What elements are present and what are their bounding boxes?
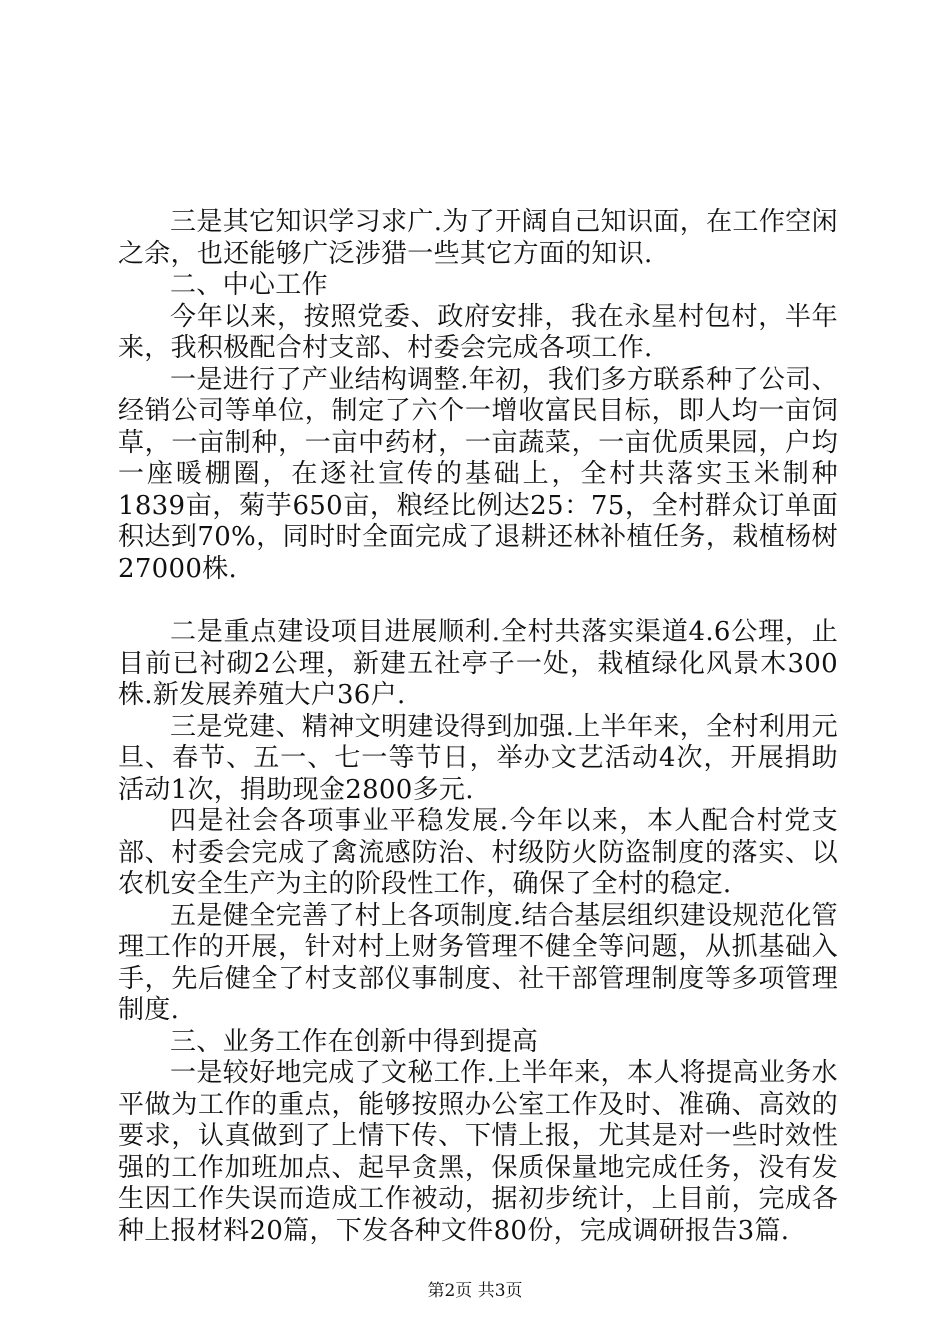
paragraph-village-work: 今年以来，按照党委、政府安排，我在永星村包村，半年来，我积极配合村支部、村委会完成各项工作. xyxy=(118,301,838,363)
paragraph-key-projects: 二是重点建设项目进展顺利.全村共落实渠道4.6公理，止目前已衬砌2公理，新建五社亭子一处，栽植绿化风景木300株.新发展养殖大户36户. xyxy=(118,617,838,710)
document-body xyxy=(118,207,838,1247)
paragraph-secretarial-work: 一是较好地完成了文秘工作.上半年来，本人将提高业务水平做为工作的重点，能够按照办公室工作及时、准确、高效的要求，认真做到了上情下传、下情上报，尤其是对一些时效性强的工作加班加点、起早贪黑，保质保量地完成任务，没有发生因工作失误而造成工作被动，据初步统计，上目前，完成各种上报材料20篇，下发各种文件80份，完成调研报告3篇. xyxy=(118,1058,838,1246)
section-heading-central-work: 二、中心工作 xyxy=(170,270,328,300)
section-heading-business-work: 三、业务工作在创新中得到提高 xyxy=(170,1026,539,1057)
paragraph-village-systems: 五是健全完善了村上各项制度.结合基层组织建设规范化管理工作的开展，针对村上财务管理不健全等问题，从抓基础入手，先后健全了村支部仪事制度、社干部管理制度等多项管理制度. xyxy=(118,900,838,1025)
paragraph-gap xyxy=(118,585,838,617)
paragraph-industry-structure: 一是进行了产业结构调整.年初，我们多方联系种了公司、经销公司等单位，制定了六个一增收富民目标，即人均一亩饲草，一亩制种，一亩中药材，一亩蔬菜，一亩优质果园，户均一座暖棚圈，在逐社宣传的基础上，全村共落实玉米制种1839亩，菊芋650亩，粮经比例达25：75，全村群众订单面积达到70%，同时时全面完成了退耕还林补植任务，栽植杨树27000株. xyxy=(118,364,838,584)
paragraph-social-affairs: 四是社会各项事业平稳发展.今年以来，本人配合村党支部、村委会完成了禽流感防治、村级防火防盗制度的落实、以农机安全生产为主的阶段性工作，确保了全村的稳定. xyxy=(118,806,838,899)
paragraph-party-building: 三是党建、精神文明建设得到加强.上半年来，全村利用元旦、春节、五一、七一等节日，举办文艺活动4次，开展捐助活动1次，捐助现金2800多元. xyxy=(118,711,838,805)
paragraph-study: 三是其它知识学习求广.为了开阔自己知识面，在工作空闲之余，也还能够广泛涉猎一些其它方面的知识. xyxy=(118,207,838,269)
page-footer: 第2页 共3页 xyxy=(427,1281,523,1301)
